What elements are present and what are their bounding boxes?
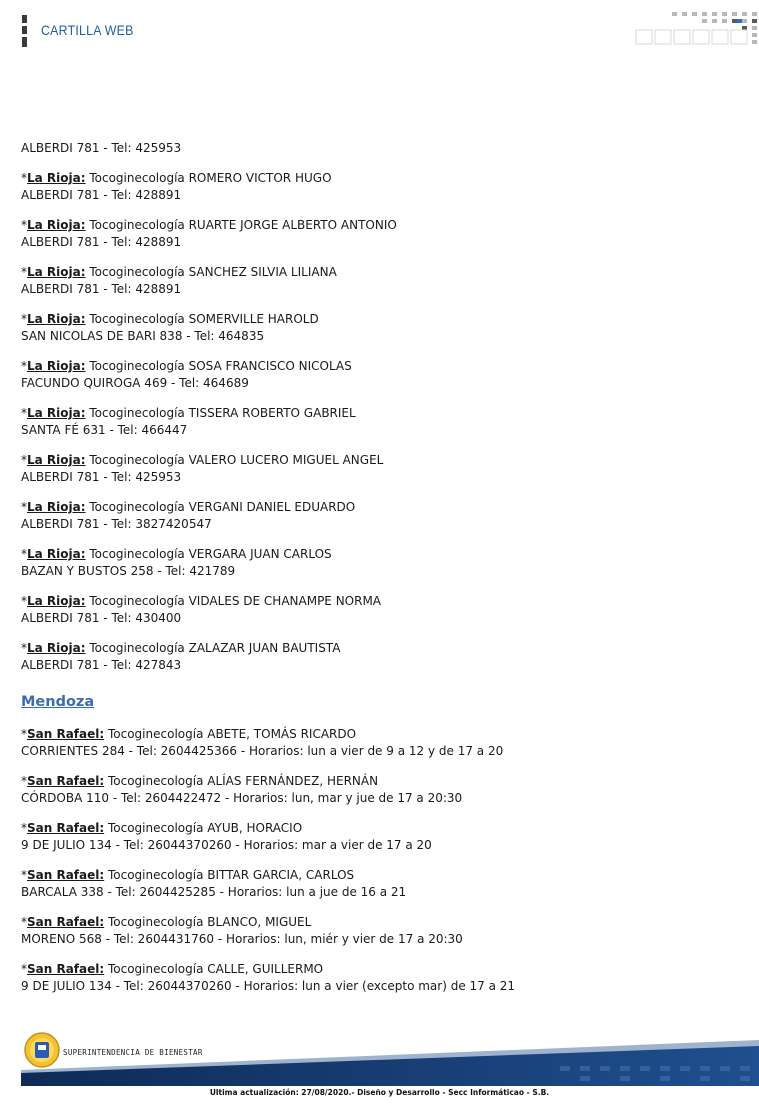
list-item [21, 358, 741, 392]
entry-address: CÓRDOBA 110 - Tel: 2604422472 - Horarios: lun, mar y jue de 17 a 20:30 [21, 791, 463, 805]
bullet-asterisk: * [21, 406, 27, 420]
list-item [21, 726, 741, 760]
list-item [21, 217, 741, 251]
entry-description: Tocoginecología ROMERO VICTOR HUGO [85, 171, 332, 185]
entry-location[interactable]: La Rioja: [27, 547, 86, 561]
bullet-asterisk: * [21, 265, 27, 279]
entry-location[interactable]: San Rafael: [27, 727, 105, 741]
bullet-asterisk: * [21, 453, 27, 467]
entry-line [21, 405, 741, 422]
entry-description: Tocoginecología BITTAR GARCIA, CARLOS [104, 868, 355, 882]
entry-address: 9 DE JULIO 134 - Tel: 26044370260 - Horarios: mar a vier de 17 a 20 [21, 838, 432, 852]
entry-location[interactable]: San Rafael: [27, 868, 105, 882]
entry-description: Tocoginecología TISSERA ROBERTO GABRIEL [85, 406, 356, 420]
entry-line [21, 217, 741, 234]
entry-description: Tocoginecología VERGANI DANIEL EDUARDO [85, 500, 356, 514]
bullet-asterisk: * [21, 218, 27, 232]
entry-address: 9 DE JULIO 134 - Tel: 26044370260 - Horarios: lun a vier (excepto mar) de 17 a 21 [21, 979, 516, 993]
entry-line [21, 452, 741, 469]
mendoza-list [21, 726, 741, 995]
list-item [21, 914, 741, 948]
entry-location[interactable]: La Rioja: [27, 594, 86, 608]
list-item [21, 961, 741, 995]
entry-location[interactable]: La Rioja: [27, 171, 86, 185]
list-item [21, 867, 741, 901]
entry-location[interactable]: San Rafael: [27, 915, 105, 929]
list-item [21, 499, 741, 533]
entry-line [21, 546, 741, 563]
entry-line [21, 726, 741, 743]
entry-description: Tocoginecología AYUB, HORACIO [104, 821, 303, 835]
entry-location[interactable]: La Rioja: [27, 265, 86, 279]
entry-line [21, 867, 741, 884]
entry-address: SANTA FÉ 631 - Tel: 466447 [21, 423, 188, 437]
entry-location[interactable]: La Rioja: [27, 453, 86, 467]
entry-line [21, 773, 741, 790]
entry-description: Tocoginecología ZALAZAR JUAN BAUTISTA [85, 641, 341, 655]
bullet-asterisk: * [21, 962, 27, 976]
list-item [21, 405, 741, 439]
header-bar-icon [22, 15, 27, 47]
list-item [21, 264, 741, 298]
seal-icon [25, 1033, 59, 1067]
entry-line [21, 914, 741, 931]
bullet-asterisk: * [21, 312, 27, 326]
bullet-asterisk: * [21, 868, 27, 882]
entry-description: Tocoginecología CALLE, GUILLERMO [104, 962, 324, 976]
entry-location[interactable]: San Rafael: [27, 774, 105, 788]
entry-address: BARCALA 338 - Tel: 2604425285 - Horarios: lun a jue de 16 a 21 [21, 885, 407, 899]
entry-address: SAN NICOLAS DE BARI 838 - Tel: 464835 [21, 329, 265, 343]
entry-address: CORRIENTES 284 - Tel: 2604425366 - Horarios: lun a vier de 9 a 12 y de 17 a 20 [21, 744, 504, 758]
list-item [21, 546, 741, 580]
entry-address: BAZAN Y BUSTOS 258 - Tel: 421789 [21, 564, 236, 578]
entry-location[interactable]: San Rafael: [27, 821, 105, 835]
bullet-asterisk: * [21, 359, 27, 373]
la-rioja-list [21, 170, 741, 674]
entry-description: Tocoginecología BLANCO, MIGUEL [104, 915, 312, 929]
bullet-asterisk: * [21, 547, 27, 561]
entry-location[interactable]: La Rioja: [27, 500, 86, 514]
entry-description: Tocoginecología VERGARA JUAN CARLOS [85, 547, 332, 561]
entry-line [21, 264, 741, 281]
entry-location[interactable]: La Rioja: [27, 406, 86, 420]
entry-description: Tocoginecología ABETE, TOMÁS RICARDO [104, 727, 357, 741]
entry-description: Tocoginecología SOMERVILLE HAROLD [85, 312, 319, 326]
entry-line [21, 820, 741, 837]
list-item [21, 170, 741, 204]
header-title: CARTILLA WEB [41, 22, 134, 38]
bullet-asterisk: * [21, 171, 27, 185]
entry-description: Tocoginecología RUARTE JORGE ALBERTO ANTONIO [85, 218, 397, 232]
entry-line [21, 499, 741, 516]
page-header [0, 0, 759, 60]
entry-location[interactable]: La Rioja: [27, 312, 86, 326]
directory-content [21, 140, 741, 1008]
footer-text: Ultima actualización: 27/08/2020.- Diseño y Desarrollo - Secc Informáticao - S.B. [209, 1088, 550, 1097]
entry-address: ALBERDI 781 - Tel: 430400 [21, 611, 182, 625]
organization-label: SUPERINTENDENCIA DE BIENESTAR [63, 1048, 203, 1057]
entry-location[interactable]: La Rioja: [27, 641, 86, 655]
entry-address: ALBERDI 781 - Tel: 427843 [21, 658, 182, 672]
entry-address: ALBERDI 781 - Tel: 428891 [21, 235, 182, 249]
list-item [21, 140, 741, 157]
entry-description: Tocoginecología VALERO LUCERO MIGUEL ANGEL [85, 453, 384, 467]
entry-location[interactable]: La Rioja: [27, 359, 86, 373]
bullet-asterisk: * [21, 915, 27, 929]
entry-location[interactable]: San Rafael: [27, 962, 105, 976]
entry-address: MORENO 568 - Tel: 2604431760 - Horarios: lun, miér y vier de 17 a 20:30 [21, 932, 463, 946]
entry-line [21, 170, 741, 187]
list-item [21, 452, 741, 486]
entry-line [21, 593, 741, 610]
list-item [21, 773, 741, 807]
list-item [21, 593, 741, 627]
entry-line [21, 311, 741, 328]
entry-description: Tocoginecología SANCHEZ SILVIA LILIANA [85, 265, 337, 279]
entry-line [21, 640, 741, 657]
entry-description: Tocoginecología ALÍAS FERNÁNDEZ, HERNÁN [104, 774, 379, 788]
entry-address: ALBERDI 781 - Tel: 425953 [21, 470, 182, 484]
bullet-asterisk: * [21, 774, 27, 788]
list-item [21, 640, 741, 674]
list-item [21, 311, 741, 345]
entry-location[interactable]: La Rioja: [27, 218, 86, 232]
grid-decoration-icon [634, 12, 759, 48]
entry-description: Tocoginecología VIDALES DE CHANAMPE NORMA [85, 594, 382, 608]
entry-address: ALBERDI 781 - Tel: 428891 [21, 282, 182, 296]
entry-line [21, 961, 741, 978]
entry-address: ALBERDI 781 - Tel: 425953 [21, 141, 182, 155]
section-title-mendoza[interactable]: Mendoza [21, 694, 95, 710]
bullet-asterisk: * [21, 641, 27, 655]
list-item [21, 820, 741, 854]
entry-address: FACUNDO QUIROGA 469 - Tel: 464689 [21, 376, 249, 390]
bullet-asterisk: * [21, 500, 27, 514]
entry-description: Tocoginecología SOSA FRANCISCO NICOLAS [85, 359, 352, 373]
bullet-asterisk: * [21, 594, 27, 608]
entry-address: ALBERDI 781 - Tel: 3827420547 [21, 517, 212, 531]
bullet-asterisk: * [21, 727, 27, 741]
entry-address: ALBERDI 781 - Tel: 428891 [21, 188, 182, 202]
entry-line [21, 358, 741, 375]
bullet-asterisk: * [21, 821, 27, 835]
